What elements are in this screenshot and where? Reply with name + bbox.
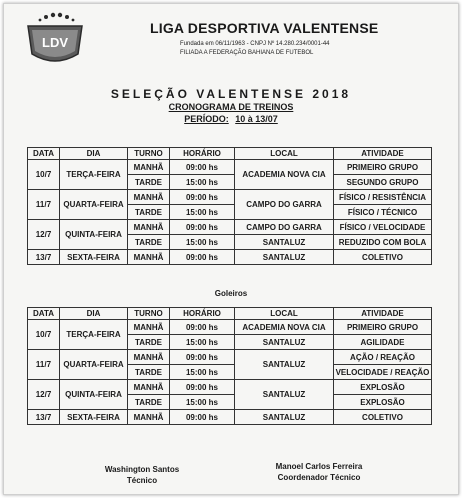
svg-text:LDV: LDV	[42, 35, 68, 50]
location-cell: SANTALUZ	[235, 380, 334, 410]
date-cell: 13/7	[28, 410, 60, 425]
location-cell: SANTALUZ	[235, 350, 334, 380]
time-cell: 15:00 hs	[170, 175, 235, 190]
table-row	[28, 250, 432, 265]
table-row	[28, 190, 432, 205]
column-header: TURNO	[128, 308, 170, 320]
weekday-cell: TERÇA-FEIRA	[60, 320, 128, 350]
column-header: LOCAL	[235, 148, 334, 160]
activity-cell: REDUZIDO COM BOLA	[334, 235, 432, 250]
league-name: LIGA DESPORTIVA VALENTENSE	[150, 20, 379, 36]
shift-cell: TARDE	[128, 365, 170, 380]
date-cell: 12/7	[28, 220, 60, 250]
time-cell: 09:00 hs	[170, 250, 235, 265]
location-cell: CAMPO DO GARRA	[235, 190, 334, 220]
weekday-cell: SEXTA-FEIRA	[60, 250, 128, 265]
location-cell: SANTALUZ	[235, 235, 334, 250]
location-cell: SANTALUZ	[235, 335, 334, 350]
column-header: HORÁRIO	[170, 148, 235, 160]
activity-cell: PRIMEIRO GRUPO	[334, 320, 432, 335]
league-affiliation: FILIADA A FEDERAÇÃO BAHIANA DE FUTEBOL	[180, 50, 314, 56]
table-header-row	[28, 148, 432, 160]
weekday-cell: QUARTA-FEIRA	[60, 350, 128, 380]
table-header-row	[28, 308, 432, 320]
activity-cell: FÍSICO / TÉCNICO	[334, 205, 432, 220]
activity-cell: FÍSICO / VELOCIDADE	[334, 220, 432, 235]
signature-role: Coordenador Técnico	[277, 473, 361, 482]
activity-cell: PRIMEIRO GRUPO	[334, 160, 432, 175]
shift-cell: MANHÃ	[128, 380, 170, 395]
date-cell: 13/7	[28, 250, 60, 265]
shift-cell: MANHÃ	[128, 190, 170, 205]
column-header: DIA	[60, 308, 128, 320]
goalkeepers-schedule-table	[27, 307, 432, 425]
shift-cell: TARDE	[128, 205, 170, 220]
signature-coordinator	[254, 461, 384, 483]
time-cell: 09:00 hs	[170, 380, 235, 395]
time-cell: 09:00 hs	[170, 220, 235, 235]
weekday-cell: QUARTA-FEIRA	[60, 190, 128, 220]
weekday-cell: TERÇA-FEIRA	[60, 160, 128, 190]
column-header: ATIVIDADE	[334, 308, 432, 320]
date-cell: 11/7	[28, 350, 60, 380]
activity-cell: VELOCIDADE / REAÇÃO	[334, 365, 432, 380]
date-cell: 12/7	[28, 380, 60, 410]
shift-cell: MANHÃ	[128, 350, 170, 365]
table-row	[28, 220, 432, 235]
league-logo	[20, 10, 90, 68]
time-cell: 09:00 hs	[170, 320, 235, 335]
table-row	[28, 410, 432, 425]
weekday-cell: SEXTA-FEIRA	[60, 410, 128, 425]
activity-cell: COLETIVO	[334, 250, 432, 265]
document-period	[4, 114, 458, 124]
location-cell: CAMPO DO GARRA	[235, 220, 334, 235]
time-cell: 09:00 hs	[170, 350, 235, 365]
document-subtitle: CRONOGRAMA DE TREINOS	[168, 102, 294, 112]
column-header: DATA	[28, 148, 60, 160]
activity-cell: AGILIDADE	[334, 335, 432, 350]
time-cell: 09:00 hs	[170, 160, 235, 175]
activity-cell: SEGUNDO GRUPO	[334, 175, 432, 190]
date-cell: 10/7	[28, 160, 60, 190]
column-header: DATA	[28, 308, 60, 320]
activity-cell: EXPLOSÃO	[334, 395, 432, 410]
shift-cell: MANHÃ	[128, 410, 170, 425]
league-founding-info: Fundada em 06/11/1963 - CNPJ Nº 14.280.234/0001-44	[180, 41, 330, 47]
location-cell: ACADEMIA NOVA CIA	[235, 320, 334, 335]
activity-cell: COLETIVO	[334, 410, 432, 425]
column-header: ATIVIDADE	[334, 148, 432, 160]
location-cell: ACADEMIA NOVA CIA	[235, 160, 334, 190]
time-cell: 15:00 hs	[170, 365, 235, 380]
signature-name: Manoel Carlos Ferreira	[275, 462, 363, 471]
weekday-cell: QUINTA-FEIRA	[60, 220, 128, 250]
weekday-cell: QUINTA-FEIRA	[60, 380, 128, 410]
column-header: TURNO	[128, 148, 170, 160]
signature-coach	[82, 464, 202, 486]
location-cell: SANTALUZ	[235, 250, 334, 265]
document-page	[3, 3, 459, 495]
date-cell: 11/7	[28, 190, 60, 220]
table-row	[28, 320, 432, 335]
goalkeepers-heading: Goleiros	[214, 289, 248, 298]
shift-cell: MANHÃ	[128, 250, 170, 265]
signature-role: Técnico	[126, 476, 158, 485]
activity-cell: FÍSICO / RESISTÊNCIA	[334, 190, 432, 205]
training-schedule-table	[27, 147, 432, 265]
shift-cell: TARDE	[128, 335, 170, 350]
date-cell: 10/7	[28, 320, 60, 350]
document-title: SELEÇÃO VALENTENSE 2018	[110, 87, 352, 101]
time-cell: 09:00 hs	[170, 410, 235, 425]
time-cell: 15:00 hs	[170, 235, 235, 250]
shift-cell: TARDE	[128, 395, 170, 410]
period-value: 10 à 13/07	[235, 114, 278, 124]
location-cell: SANTALUZ	[235, 410, 334, 425]
column-header: DIA	[60, 148, 128, 160]
signature-name: Washington Santos	[104, 465, 180, 474]
shift-cell: MANHÃ	[128, 320, 170, 335]
shift-cell: MANHÃ	[128, 160, 170, 175]
time-cell: 15:00 hs	[170, 335, 235, 350]
time-cell: 09:00 hs	[170, 190, 235, 205]
period-label: PERÍODO:	[184, 114, 229, 124]
activity-cell: EXPLOSÃO	[334, 380, 432, 395]
time-cell: 15:00 hs	[170, 205, 235, 220]
time-cell: 15:00 hs	[170, 395, 235, 410]
table-row	[28, 380, 432, 395]
shift-cell: TARDE	[128, 235, 170, 250]
table-row	[28, 350, 432, 365]
column-header: LOCAL	[235, 308, 334, 320]
shift-cell: TARDE	[128, 175, 170, 190]
column-header: HORÁRIO	[170, 308, 235, 320]
activity-cell: AÇÃO / REAÇÃO	[334, 350, 432, 365]
table-row	[28, 160, 432, 175]
shift-cell: MANHÃ	[128, 220, 170, 235]
